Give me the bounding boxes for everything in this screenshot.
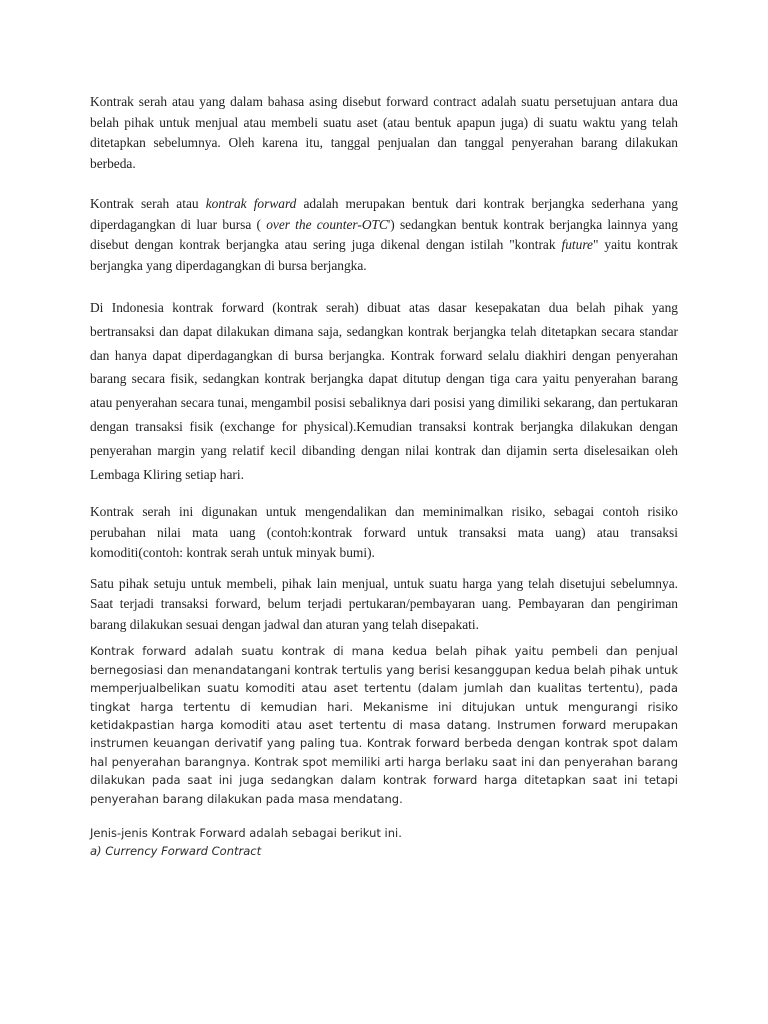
text-run: " yaitu kontrak berjangka yang diperdagangkan di bursa berjangka. <box>90 237 678 273</box>
paragraph-risk-control: Kontrak serah ini digunakan untuk mengendalikan dan meminimalkan risiko, sebagai contoh risiko perubahan nilai mata uang (contoh:kontrak forward untuk transaksi mata uang) atau transaksi komoditi(contoh: kontrak serah untuk minyak bumi). <box>90 504 678 561</box>
paragraph-otc <box>90 194 678 276</box>
list-item-currency-forward: a) Currency Forward Contract <box>90 844 262 859</box>
italic-term-kontrak-forward: kontrak forward <box>205 196 297 211</box>
text-run: ') sedangkan bentuk kontrak berjangka lainnya yang disebut dengan kontrak berjangka atau sering juga dikenal dengan istilah "kontrak <box>90 216 679 252</box>
document-page <box>90 92 678 861</box>
paragraph-definition: Kontrak serah atau yang dalam bahasa asing disebut forward contract adalah suatu persetujuan antara dua belah pihak untuk menjual atau membeli suatu aset (atau bentuk apapun juga) di suatu waktu yang telah ditetapkan sebelumnya. Oleh karena itu, tanggal penjualan dan tanggal penyerahan barang dilakukan berbeda. <box>90 94 678 171</box>
text-run: Kontrak serah atau <box>90 196 206 211</box>
text-run: adalah merupakan bentuk dari kontrak berjangka sederhana yang diperdagangkan di luar bursa ( <box>90 196 678 232</box>
italic-term-otc: over the counter-OTC <box>266 216 388 232</box>
italic-term-future: future <box>561 237 593 252</box>
paragraph-indonesia: Di Indonesia kontrak forward (kontrak serah) dibuat atas dasar kesepakatan dua belah pihak yang bertransaksi dan dapat dilakukan dimana saja, sedangkan kontrak berjangka telah ditetapkan secara standar dan hanya dapat diperdagangkan di bursa berjangka. Kontrak forward selalu diakhiri dengan penyerahan barang secara fisik, sedangkan kontrak berjangka dapat ditutup dengan tiga cara yaitu penyerahan barang atau penyerahan secara tunai, mengambil posisi sebaliknya dari posisi yang dimiliki sekarang, dan pertukaran dengan transaksi fisik (exchange for physical).Kemudian transaksi kontrak berjangka dilakukan dengan penyerahan margin yang relatif kecil dibanding dengan nilai kontrak dan dijamin serta diselesaikan oleh Lembaga Kliring setiap hari. <box>90 300 678 482</box>
paragraph-agreement: Satu pihak setuju untuk membeli, pihak lain menjual, untuk suatu harga yang telah disetujui sebelumnya. Saat terjadi transaksi forward, belum terjadi pertukaran/pembayaran uang. Pembayaran dan pengiriman barang dilakukan sesuai dengan jadwal dan aturan yang telah disepakati. <box>90 575 678 632</box>
paragraph-forward-definition: Kontrak forward adalah suatu kontrak di mana kedua belah pihak yaitu pembeli dan penjual bernegosiasi dan menandatangani kontrak tertulis yang berisi kesanggupan kedua belah pihak untuk memperjualbelikan suatu komoditi atau aset tertentu (dalam jumlah dan kualitas tertentu), pada tingkat harga tertentu di kemudian hari. Mekanisme ini ditujukan untuk mengurangi risiko ketidakpastian harga komoditi atau aset tertentu di masa datang. Instrumen forward merupakan instrumen keuangan derivatif yang paling tua. Kontrak forward berbeda dengan kontrak spot dalam hal penyerahan barangnya. Kontrak spot memiliki arti harga berlaku saat ini dan penyerahan barang dilakukan pada saat ini juga sedangkan dalam kontrak forward harga ditetapkan saat ini tetapi penyerahan barang dilakukan pada masa mendatang. <box>90 644 678 806</box>
paragraph-types-intro: Jenis-jenis Kontrak Forward adalah sebagai berikut ini. <box>90 826 402 841</box>
